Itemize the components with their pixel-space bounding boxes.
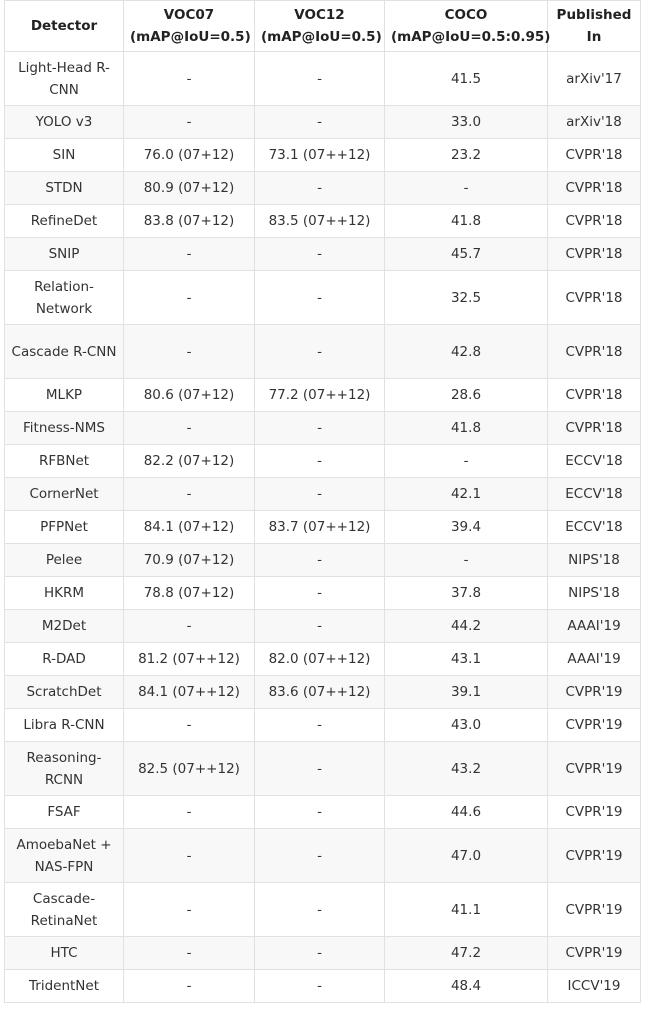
published-cell: NIPS'18 xyxy=(548,577,641,610)
table-row xyxy=(5,445,641,478)
published-cell: CVPR'18 xyxy=(548,205,641,238)
detector-comparison-table xyxy=(4,0,641,1003)
voc12-cell: - xyxy=(255,238,385,271)
detector-cell: Libra R-CNN xyxy=(5,709,124,742)
coco-cell: 28.6 xyxy=(385,379,548,412)
detector-cell: PFPNet xyxy=(5,511,124,544)
table-row xyxy=(5,238,641,271)
published-cell: CVPR'18 xyxy=(548,379,641,412)
voc12-cell: - xyxy=(255,52,385,106)
voc12-cell: - xyxy=(255,883,385,937)
voc12-cell: - xyxy=(255,544,385,577)
published-cell: NIPS'18 xyxy=(548,544,641,577)
voc12-cell: - xyxy=(255,106,385,139)
detector-cell: Relation-Network xyxy=(5,271,124,325)
published-cell: arXiv'17 xyxy=(548,52,641,106)
detector-cell: Reasoning-RCNN xyxy=(5,742,124,796)
voc12-cell: - xyxy=(255,412,385,445)
coco-cell: 47.0 xyxy=(385,829,548,883)
voc12-cell: - xyxy=(255,796,385,829)
coco-cell: 43.1 xyxy=(385,643,548,676)
table-row xyxy=(5,742,641,796)
voc07-cell: 83.8 (07+12) xyxy=(124,205,255,238)
coco-cell: 47.2 xyxy=(385,937,548,970)
detector-cell: TridentNet xyxy=(5,970,124,1003)
detector-cell: ScratchDet xyxy=(5,676,124,709)
voc12-cell: 82.0 (07++12) xyxy=(255,643,385,676)
published-cell: CVPR'18 xyxy=(548,238,641,271)
table-row xyxy=(5,829,641,883)
voc12-cell: - xyxy=(255,742,385,796)
published-cell: ECCV'18 xyxy=(548,445,641,478)
published-cell: CVPR'19 xyxy=(548,676,641,709)
header-row xyxy=(5,1,641,52)
voc07-cell: - xyxy=(124,796,255,829)
coco-cell: 41.5 xyxy=(385,52,548,106)
voc07-cell: 81.2 (07++12) xyxy=(124,643,255,676)
table-row xyxy=(5,937,641,970)
voc07-cell: 84.1 (07+12) xyxy=(124,511,255,544)
table-row xyxy=(5,544,641,577)
coco-cell: - xyxy=(385,544,548,577)
published-cell: CVPR'18 xyxy=(548,172,641,205)
table-row xyxy=(5,106,641,139)
voc07-cell: 76.0 (07+12) xyxy=(124,139,255,172)
detector-cell: AmoebaNet + NAS-FPN xyxy=(5,829,124,883)
voc12-cell: - xyxy=(255,271,385,325)
voc07-cell: 84.1 (07++12) xyxy=(124,676,255,709)
voc07-cell: - xyxy=(124,52,255,106)
table-row xyxy=(5,139,641,172)
header-published-in: Published In xyxy=(548,1,641,52)
table-row xyxy=(5,172,641,205)
detector-cell: Light-Head R-CNN xyxy=(5,52,124,106)
table-row xyxy=(5,412,641,445)
voc07-cell: - xyxy=(124,325,255,379)
voc12-cell: - xyxy=(255,478,385,511)
voc07-cell: - xyxy=(124,106,255,139)
published-cell: ICCV'19 xyxy=(548,970,641,1003)
table-row xyxy=(5,883,641,937)
published-cell: CVPR'18 xyxy=(548,412,641,445)
voc07-cell: - xyxy=(124,610,255,643)
table-body xyxy=(5,52,641,1003)
coco-cell: 41.8 xyxy=(385,412,548,445)
voc07-cell: - xyxy=(124,829,255,883)
coco-cell: 42.8 xyxy=(385,325,548,379)
voc07-cell: - xyxy=(124,883,255,937)
header-voc07: VOC07 (mAP@IoU=0.5) xyxy=(124,1,255,52)
voc07-cell: - xyxy=(124,238,255,271)
detector-cell: Cascade-RetinaNet xyxy=(5,883,124,937)
voc12-cell: - xyxy=(255,610,385,643)
voc12-cell: - xyxy=(255,937,385,970)
table-row xyxy=(5,379,641,412)
coco-cell: 44.2 xyxy=(385,610,548,643)
voc07-cell: 82.2 (07+12) xyxy=(124,445,255,478)
detector-cell: HTC xyxy=(5,937,124,970)
voc07-cell: 78.8 (07+12) xyxy=(124,577,255,610)
voc12-cell: 83.6 (07++12) xyxy=(255,676,385,709)
voc12-cell: 73.1 (07++12) xyxy=(255,139,385,172)
detector-cell: SIN xyxy=(5,139,124,172)
voc12-cell: 77.2 (07++12) xyxy=(255,379,385,412)
coco-cell: 39.4 xyxy=(385,511,548,544)
table-row xyxy=(5,325,641,379)
voc07-cell: - xyxy=(124,709,255,742)
published-cell: AAAI'19 xyxy=(548,643,641,676)
header-coco: COCO (mAP@IoU=0.5:0.95) xyxy=(385,1,548,52)
voc07-cell: - xyxy=(124,412,255,445)
published-cell: CVPR'19 xyxy=(548,709,641,742)
voc12-cell: - xyxy=(255,829,385,883)
coco-cell: 45.7 xyxy=(385,238,548,271)
published-cell: CVPR'19 xyxy=(548,937,641,970)
voc07-cell: 80.6 (07+12) xyxy=(124,379,255,412)
published-cell: ECCV'18 xyxy=(548,478,641,511)
published-cell: CVPR'19 xyxy=(548,742,641,796)
detector-cell: MLKP xyxy=(5,379,124,412)
coco-cell: 23.2 xyxy=(385,139,548,172)
table-row xyxy=(5,970,641,1003)
detector-cell: R-DAD xyxy=(5,643,124,676)
voc07-cell: - xyxy=(124,937,255,970)
detector-cell: FSAF xyxy=(5,796,124,829)
table-row xyxy=(5,271,641,325)
published-cell: CVPR'19 xyxy=(548,883,641,937)
coco-cell: 32.5 xyxy=(385,271,548,325)
voc12-cell: - xyxy=(255,325,385,379)
coco-cell: - xyxy=(385,172,548,205)
detector-cell: STDN xyxy=(5,172,124,205)
published-cell: CVPR'18 xyxy=(548,139,641,172)
voc07-cell: - xyxy=(124,271,255,325)
table-row xyxy=(5,52,641,106)
coco-cell: 37.8 xyxy=(385,577,548,610)
table-row xyxy=(5,511,641,544)
voc12-cell: - xyxy=(255,445,385,478)
detector-cell: SNIP xyxy=(5,238,124,271)
detector-cell: RefineDet xyxy=(5,205,124,238)
published-cell: CVPR'18 xyxy=(548,325,641,379)
detector-cell: Pelee xyxy=(5,544,124,577)
table-header xyxy=(5,1,641,52)
header-detector: Detector xyxy=(5,1,124,52)
voc07-cell: - xyxy=(124,970,255,1003)
table-row xyxy=(5,643,641,676)
published-cell: arXiv'18 xyxy=(548,106,641,139)
coco-cell: 39.1 xyxy=(385,676,548,709)
published-cell: CVPR'19 xyxy=(548,829,641,883)
header-voc12: VOC12 (mAP@IoU=0.5) xyxy=(255,1,385,52)
detector-cell: CornerNet xyxy=(5,478,124,511)
coco-cell: 41.8 xyxy=(385,205,548,238)
detector-cell: HKRM xyxy=(5,577,124,610)
voc12-cell: 83.5 (07++12) xyxy=(255,205,385,238)
voc07-cell: 80.9 (07+12) xyxy=(124,172,255,205)
coco-cell: 33.0 xyxy=(385,106,548,139)
coco-cell: 43.2 xyxy=(385,742,548,796)
coco-cell: 44.6 xyxy=(385,796,548,829)
table-row xyxy=(5,610,641,643)
coco-cell: - xyxy=(385,445,548,478)
detector-cell: M2Det xyxy=(5,610,124,643)
voc07-cell: - xyxy=(124,478,255,511)
coco-cell: 41.1 xyxy=(385,883,548,937)
published-cell: ECCV'18 xyxy=(548,511,641,544)
voc12-cell: - xyxy=(255,709,385,742)
voc12-cell: 83.7 (07++12) xyxy=(255,511,385,544)
detector-cell: RFBNet xyxy=(5,445,124,478)
table-row xyxy=(5,205,641,238)
voc07-cell: 70.9 (07+12) xyxy=(124,544,255,577)
detector-cell: Cascade R-CNN xyxy=(5,325,124,379)
voc12-cell: - xyxy=(255,970,385,1003)
table-row xyxy=(5,577,641,610)
voc12-cell: - xyxy=(255,172,385,205)
detector-cell: YOLO v3 xyxy=(5,106,124,139)
voc12-cell: - xyxy=(255,577,385,610)
published-cell: AAAI'19 xyxy=(548,610,641,643)
coco-cell: 48.4 xyxy=(385,970,548,1003)
detector-cell: Fitness-NMS xyxy=(5,412,124,445)
published-cell: CVPR'19 xyxy=(548,796,641,829)
coco-cell: 43.0 xyxy=(385,709,548,742)
table-row xyxy=(5,796,641,829)
published-cell: CVPR'18 xyxy=(548,271,641,325)
coco-cell: 42.1 xyxy=(385,478,548,511)
table-row xyxy=(5,676,641,709)
table-row xyxy=(5,709,641,742)
voc07-cell: 82.5 (07++12) xyxy=(124,742,255,796)
table-row xyxy=(5,478,641,511)
